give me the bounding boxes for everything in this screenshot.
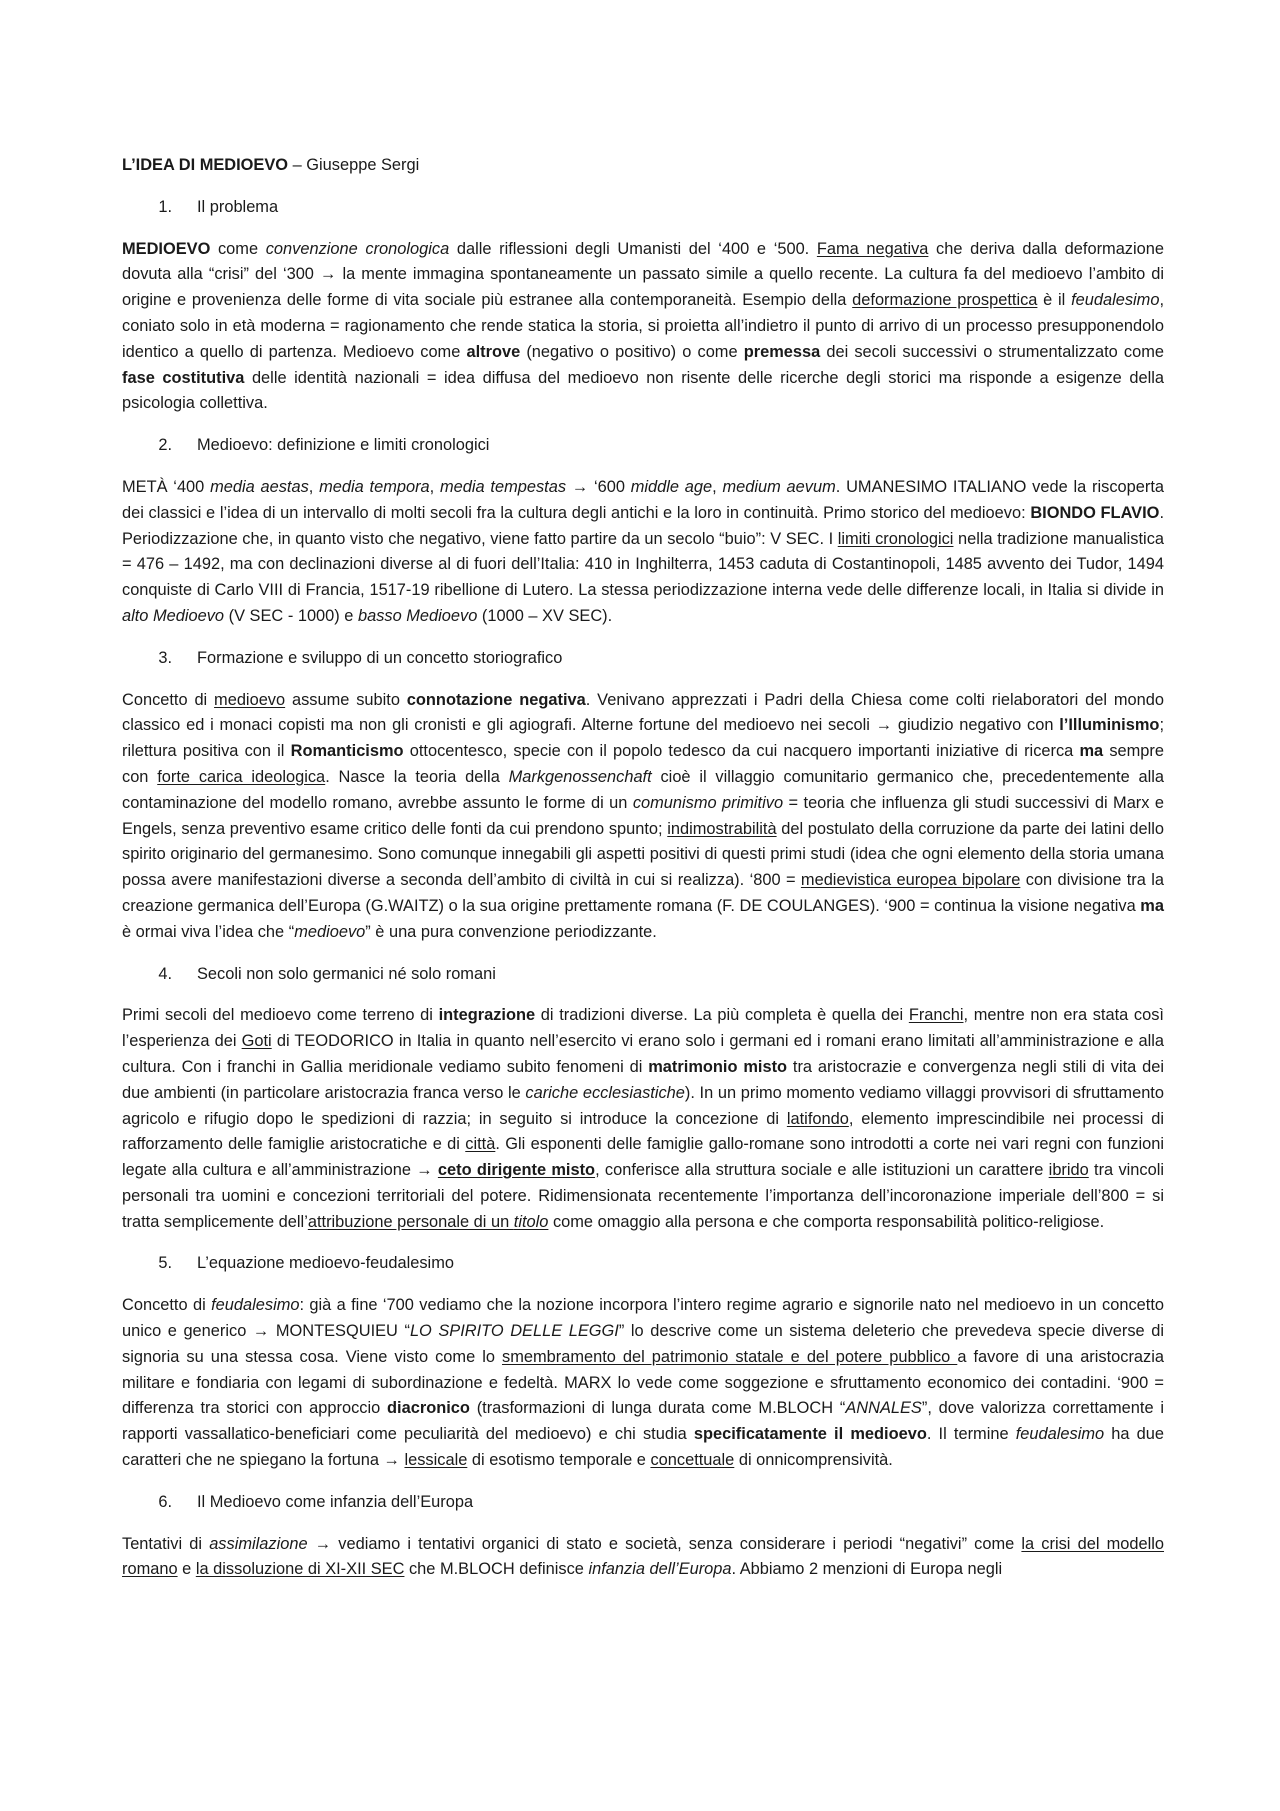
title-author: – Giuseppe Sergi [288,156,420,174]
text-run: ottocentesco, specie con il popolo tedesco da cui nacquero importanti iniziative di ricerca [403,742,1080,761]
sections-container [122,195,1164,1583]
text-run: sempre con [122,742,1164,786]
section-number: 5. [158,1254,172,1273]
text-run: limiti cronologici [837,529,954,548]
text-run: ma [1079,742,1104,761]
text-run: diacronico [387,1399,470,1418]
text-run: Goti [241,1032,272,1051]
text-run: smembramento del patrimonio statale e del potere pubblico [502,1347,958,1366]
text-run: = teoria che influenza gli studi successivi di Marx e Engels, senza preventivo esame critico delle fonti da cui prendono spunto; [122,793,1165,838]
text-run: Romanticismo [290,742,404,761]
text-run [308,1535,315,1553]
text-run: medioevo [214,690,286,709]
text-run: concettuale [650,1451,735,1470]
text-run: convenzione cronologica [265,239,450,258]
section-heading [122,962,1164,988]
section-paragraph [122,688,1164,946]
text-run: forte carica ideologica [157,767,326,786]
text-run: Primi secoli del medioevo come terreno di [122,1006,439,1025]
section-heading-text: Medioevo: definizione e limiti cronologici [197,436,490,455]
text-run: , mentre non era stata così l’esperienza dei [122,1006,1164,1051]
text-run: infanzia dell’Europa [588,1560,732,1579]
text-run: come [210,239,266,258]
text-run: la crisi del modello romano [122,1534,1165,1579]
text-run: , [712,477,723,496]
text-run: basso Medioevo [357,606,478,625]
text-run: assimilazione [209,1534,308,1553]
text-run: fase costitutiva [122,368,245,387]
arrow-icon: → [571,477,589,496]
text-run: vediamo i tentativi organici di stato e società, senza considerare i periodi “negativi” come [331,1534,1022,1553]
text-run: ma [1140,896,1164,915]
text-run: del postulato della corruzione da parte dei latini dello spirito originario del germanesimo. Sono comunque innegabili gli aspetti positivi di questi primi studi (idea che ogni elemento della storia umana possa avere manifestazioni diverse a seconda dell’ambito di civiltà in cui si realizza). ‘800 = [122,819,1165,890]
section-heading [122,646,1164,672]
text-run: nella tradizione manualistica = 476 – 1492, ma con declinazioni diverse al di fuori dell’Italia: 410 in Inghilterra, 1453 caduta di Costantinopoli, 1485 avvento dei Tudor, 1494 conquiste di Carlo VIII di Francia, 1517-19 ribellione di Lutero. La stessa periodizzazione interna vede delle differenze locali, in Italia si divide in [122,529,1165,600]
text-run: (trasformazioni di lunga durata come M.BLOCH “ [469,1399,846,1418]
text-run: e [177,1560,196,1579]
text-run: medioevo [294,922,366,941]
section-paragraph [122,1532,1164,1584]
text-run: la mente immagina spontaneamente un passato simile a quello recente. La cultura fa del medioevo l’ambito di origine e provenienza delle forme di vita sociale più estranee alla contemporaneità. Esempio della [122,265,1165,310]
text-run: medium aevum [722,477,836,496]
text-run: , conferisce alla struttura sociale e alle istituzioni un carattere [595,1161,1049,1180]
text-run: Concetto di [122,690,215,709]
text-run: middle age [630,477,713,496]
section-paragraph [122,1003,1164,1235]
text-run: la dissoluzione di XI-XII SEC [195,1560,405,1579]
text-run: cariche ecclesiastiche [525,1083,685,1102]
section-heading-text: Formazione e sviluppo di un concetto storiografico [197,648,563,667]
arrow-icon: → [383,1451,400,1470]
text-run: dalle riflessioni degli Umanisti del ‘400 e ‘500. [449,239,817,258]
title-bold: L’IDEA DI MEDIOEVO [122,156,289,174]
text-run: città [465,1135,496,1154]
text-run: comunismo primitivo [632,793,784,812]
text-run: (V SEC - 1000) e [224,606,358,625]
text-run: che M.BLOCH definisce [404,1560,589,1579]
text-run: assume subito [285,690,407,709]
text-run: ). In un primo momento vediamo villaggi provvisori di sfruttamento agricolo e rifugio dopo le spedizioni di razzia; in seguito si introduce la concezione di [122,1083,1164,1128]
text-run: di onnicomprensività. [734,1451,893,1470]
text-run: media tempora [319,477,430,496]
section-heading-text: Il Medioevo come infanzia dell’Europa [197,1492,474,1511]
text-run: titolo [513,1212,549,1231]
text-run: ha due caratteri che ne spiegano la fortuna [122,1425,1165,1470]
text-run: latifondo [786,1109,849,1128]
section-heading [122,433,1164,459]
text-run: : già a fine ‘700 vediamo che la nozione incorpora l’intero regime agrario e signorile nato nel medioevo in un concetto unico e generico [122,1296,1164,1341]
text-run: BIONDO FLAVIO [1030,503,1160,522]
arrow-icon: → [320,265,337,284]
text-run: ANNALES [845,1399,922,1418]
text-run: media aestas [210,477,309,496]
section-number: 6. [158,1492,172,1511]
text-run: delle identità nazionali = idea diffusa del medioevo non risente delle ricerche degli storici ma risponde a esigenze della psicologia collettiva. [122,368,1164,413]
section-number: 2. [158,436,172,455]
text-run: . Gli esponenti delle famiglie gallo-romane sono introdotti a corte nei vari regni con funzioni legate alla cultura e all’amministrazione [122,1135,1164,1180]
document-title [122,153,1164,179]
text-run: è ormai viva l’idea che “ [122,922,295,941]
text-run: media tempestas [440,477,567,496]
section-heading [122,195,1164,221]
text-run: medievistica europea bipolare [800,871,1021,890]
text-run: feudalesimo [1071,291,1160,310]
text-run: deformazione prospettica [852,291,1038,310]
text-run: premessa [743,342,821,361]
arrow-icon: → [416,1161,433,1180]
text-run: integrazione [438,1006,536,1025]
text-run: , [429,477,440,496]
text-run: di esotismo temporale e [467,1451,651,1470]
text-run: . Venivano apprezzati i Padri della Chiesa come colti rielaboratori del mondo classico ed i monaci copisti ma non gli cronisti e gli agiografi. Alterne fortune del medioevo nei secoli [122,690,1164,735]
text-run: come omaggio alla persona e che comporta responsabilità politico-religiose. [548,1212,1105,1231]
text-run: feudalesimo [211,1296,300,1315]
section-heading [122,1490,1164,1516]
text-run: ” lo descrive come un sistema deleterio che prevedeva specie diverse di signoria su una stessa cosa. Viene visto come lo [122,1322,1165,1366]
section-heading-text: Il problema [197,197,279,216]
text-run: . Periodizzazione che, in quanto visto che negativo, viene fatto partire da un secolo “buio”: V SEC. I [122,503,1164,548]
text-run: attribuzione personale di un [307,1212,514,1231]
text-run: Concetto di [122,1296,212,1315]
text-run: (1000 – XV SEC). [477,606,613,625]
text-run: specificatamente il medioevo [693,1425,927,1444]
section-heading-text: L’equazione medioevo-feudalesimo [197,1254,454,1273]
text-run: LO SPIRITO DELLE LEGGI [409,1322,619,1341]
arrow-icon: → [314,1534,332,1553]
text-run: feudalesimo [1015,1425,1105,1444]
section-paragraph [122,475,1164,630]
section-heading-text: Secoli non solo germanici né solo romani [197,964,496,983]
section-heading [122,1251,1164,1277]
text-run: connotazione negativa [406,690,586,709]
text-run: tra aristocrazie e convergenza negli stili di vita dei due ambienti (in particolare aristocrazia franca verso le [122,1057,1165,1102]
text-run: dei secoli successivi o strumentalizzato come [820,342,1164,361]
text-run: di TEODORICO in Italia in quanto nell’esercito vi erano solo i germani ed i romani erano limitati all’amministrazione e alla cultura. Con i franchi in Gallia meridionale vediamo subito fenomeni di [122,1032,1164,1076]
text-run: . Abbiamo 2 menzioni di Europa negli [731,1560,1003,1579]
text-run: è il [1037,291,1072,310]
text-run: METÀ ‘400 [122,477,211,496]
text-run: altrove [466,342,521,361]
text-run: a favore di una aristocrazia militare e fondiaria con legami di subordinazione e fedeltà. MARX lo vede come soggezione e sfruttamento economico dei contadini. ‘900 = differenza tra storici con approccio [122,1347,1164,1418]
text-run: ibrido [1048,1161,1089,1180]
text-run: (negativo o positivo) o come [520,342,744,361]
section-number: 1. [158,197,172,216]
section-paragraph [122,237,1164,418]
text-run: alto Medioevo [122,606,225,625]
text-run: , [308,477,320,496]
text-run: indimostrabilità [667,819,777,838]
arrow-icon: → [252,1322,270,1341]
text-run: che deriva dalla deformazione dovuta alla “crisi” del ‘300 [122,239,1164,284]
text-run: Franchi [908,1006,964,1025]
text-run: ” è una pura convenzione periodizzante. [365,922,657,941]
arrow-icon: → [875,716,893,735]
text-run: con divisione tra la creazione germanica dell’Europa (G.WAITZ) o la sua origine prettamente romana (F. DE COULANGES). ‘900 = continua la visione negativa [122,871,1164,915]
text-run: cioè il villaggio comunitario germanico che, precedentemente alla contaminazione del modello romano, avrebbe assunto le forme di un [122,767,1165,812]
section-number: 3. [158,648,172,667]
text-run: ; rilettura positiva con il [122,716,1164,761]
section-number: 4. [158,964,172,983]
text-run: l’Illuminismo [1059,716,1160,735]
text-run: di tradizioni diverse. La più completa è quella dei [535,1006,909,1025]
text-run: , coniato solo in età moderna = ragionamento che rende statica la storia, si proietta all’indietro il punto di arrivo di un processo presupponendolo identico a quello di partenza. Medioevo come [122,291,1165,361]
text-run: ceto dirigente misto [437,1161,596,1180]
text-run: MONTESQUIEU “ [269,1322,410,1341]
text-run: MEDIOEVO [122,239,211,258]
text-run: giudizio negativo con [892,716,1060,735]
text-run: ‘600 [588,477,631,496]
text-run: , elemento imprescindibile nei processi di rafforzamento delle famiglie aristocratiche e di [122,1109,1164,1154]
text-run: . Il termine [926,1425,1016,1444]
text-run: . Nasce la teoria della [325,767,509,786]
text-run: . UMANESIMO ITALIANO vede la riscoperta dei classici e l’idea di un intervallo di molti secoli fra la cultura degli antichi e la loro in continuità. Primo storico del medioevo: [122,477,1164,522]
text-run: lessicale [404,1451,468,1470]
text-run: matrimonio misto [648,1057,788,1076]
section-paragraph [122,1293,1164,1474]
text-run: Markgenossenchaft [508,767,652,786]
text-run: tra vincoli personali tra uomini e concezioni territoriali del potere. Ridimensionata recentemente l’importanza dell’incoronazione imperiale dell’800 = si tratta semplicemente dell’ [122,1161,1164,1231]
text-run: ”, dove valorizza correttamente i rapporti vassallatico-beneficiari come peculiarità del medioevo) e chi studia [122,1399,1164,1444]
text-run: Fama negativa [816,239,929,258]
text-run: Tentativi di [122,1534,210,1553]
